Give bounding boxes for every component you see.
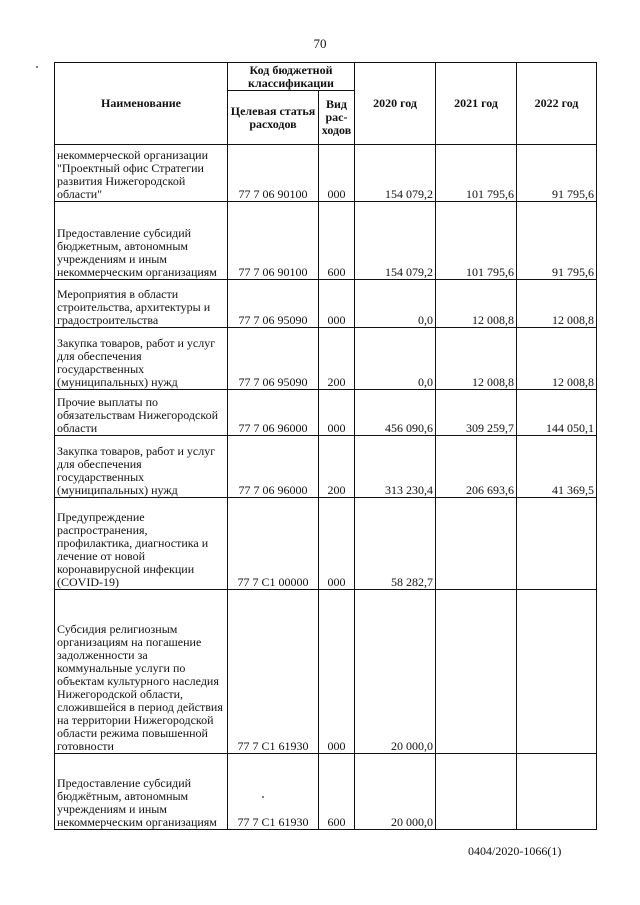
cell-code: 77 7 06 90100 <box>228 202 319 280</box>
cell-code: 77 7 06 95090 <box>228 328 319 390</box>
cell-kind: 000 <box>319 498 355 590</box>
cell-2022: 91 795,6 <box>517 145 597 202</box>
header-target: Целевая статья расходов <box>228 91 319 145</box>
cell-kind: 200 <box>319 328 355 390</box>
cell-2021: 101 795,6 <box>436 145 517 202</box>
cell-2020: 313 230,4 <box>355 436 436 498</box>
document-code: 0404/2020-1066(1) <box>468 844 562 858</box>
cell-code: 77 7 06 96000 <box>228 390 319 436</box>
cell-2021 <box>436 754 517 830</box>
header-2022: 2022 год <box>517 63 597 145</box>
cell-name: Мероприятия в области строительства, архитектуры и градостроительства <box>55 280 228 328</box>
cell-2022: 91 795,6 <box>517 202 597 280</box>
cell-2022 <box>517 498 597 590</box>
table-row <box>55 328 597 390</box>
cell-kind: 200 <box>319 436 355 498</box>
budget-table <box>54 62 597 830</box>
cell-2022 <box>517 590 597 754</box>
cell-2020: 456 090,6 <box>355 390 436 436</box>
cell-name: Закупка товаров, работ и услуг для обеспечения государственных (муниципальных) нужд <box>55 436 228 498</box>
cell-name: Прочие выплаты по обязательствам Нижегородской области <box>55 390 228 436</box>
cell-kind: 600 <box>319 754 355 830</box>
cell-kind: 600 <box>319 202 355 280</box>
cell-name: Предоставление субсидий бюджётным, автономным учреждениям и иным некоммерческим организациям <box>55 754 228 830</box>
cell-2021: 206 693,6 <box>436 436 517 498</box>
cell-kind: 000 <box>319 145 355 202</box>
page-number: 70 <box>313 36 327 51</box>
header-code-group: Код бюджетной классификации <box>228 63 355 91</box>
cell-kind: 000 <box>319 280 355 328</box>
cell-2020: 154 079,2 <box>355 202 436 280</box>
table-row <box>55 436 597 498</box>
cell-2022: 12 008,8 <box>517 280 597 328</box>
header-2020: 2020 год <box>355 63 436 145</box>
cell-2020: 20 000,0 <box>355 754 436 830</box>
cell-2021: 12 008,8 <box>436 328 517 390</box>
header-kind: Вид рас-ходов <box>319 91 355 145</box>
header-name: Наименование <box>55 63 228 145</box>
cell-name: Предупреждение распространения, профилактика, диагностика и лечение от новой коронавирусной инфекции (COVID-19) <box>55 498 228 590</box>
cell-2022: 12 008,8 <box>517 328 597 390</box>
scan-speck <box>262 796 264 798</box>
cell-name: Субсидия религиозным организациям на погашение задолженности за коммунальные услуги по объектам культурного наследия Нижегородской области, сложившейся в период действия на территории Нижегородской области режима повышенной готовности <box>55 590 228 754</box>
table-row <box>55 590 597 754</box>
table-row <box>55 280 597 328</box>
cell-2022: 41 369,5 <box>517 436 597 498</box>
table-row <box>55 202 597 280</box>
cell-2022: 144 050,1 <box>517 390 597 436</box>
cell-name: Предоставление субсидий бюджетным, автономным учреждениям и иным некоммерческим организациям <box>55 202 228 280</box>
cell-2020: 0,0 <box>355 280 436 328</box>
cell-2020: 58 282,7 <box>355 498 436 590</box>
cell-code: 77 7 C1 00000 <box>228 498 319 590</box>
cell-2020: 154 079,2 <box>355 145 436 202</box>
cell-2021: 309 259,7 <box>436 390 517 436</box>
table-row <box>55 498 597 590</box>
scan-speck <box>36 66 38 68</box>
cell-code: 77 7 C1 61930 <box>228 590 319 754</box>
cell-kind: 000 <box>319 590 355 754</box>
table-row <box>55 145 597 202</box>
cell-2021: 12 008,8 <box>436 280 517 328</box>
table-row <box>55 390 597 436</box>
cell-2021 <box>436 498 517 590</box>
cell-2020: 20 000,0 <box>355 590 436 754</box>
cell-code: 77 7 06 95090 <box>228 280 319 328</box>
table-row <box>55 754 597 830</box>
cell-2020: 0,0 <box>355 328 436 390</box>
cell-2021 <box>436 590 517 754</box>
header-2021: 2021 год <box>436 63 517 145</box>
cell-code: 77 7 06 96000 <box>228 436 319 498</box>
cell-code: 77 7 C1 61930 <box>228 754 319 830</box>
cell-name: некоммерческой организации "Проектный офис Стратегии развития Нижегородской области" <box>55 145 228 202</box>
cell-code: 77 7 06 90100 <box>228 145 319 202</box>
cell-2022 <box>517 754 597 830</box>
cell-name: Закупка товаров, работ и услуг для обеспечения государственных (муниципальных) нужд <box>55 328 228 390</box>
cell-2021: 101 795,6 <box>436 202 517 280</box>
cell-kind: 000 <box>319 390 355 436</box>
